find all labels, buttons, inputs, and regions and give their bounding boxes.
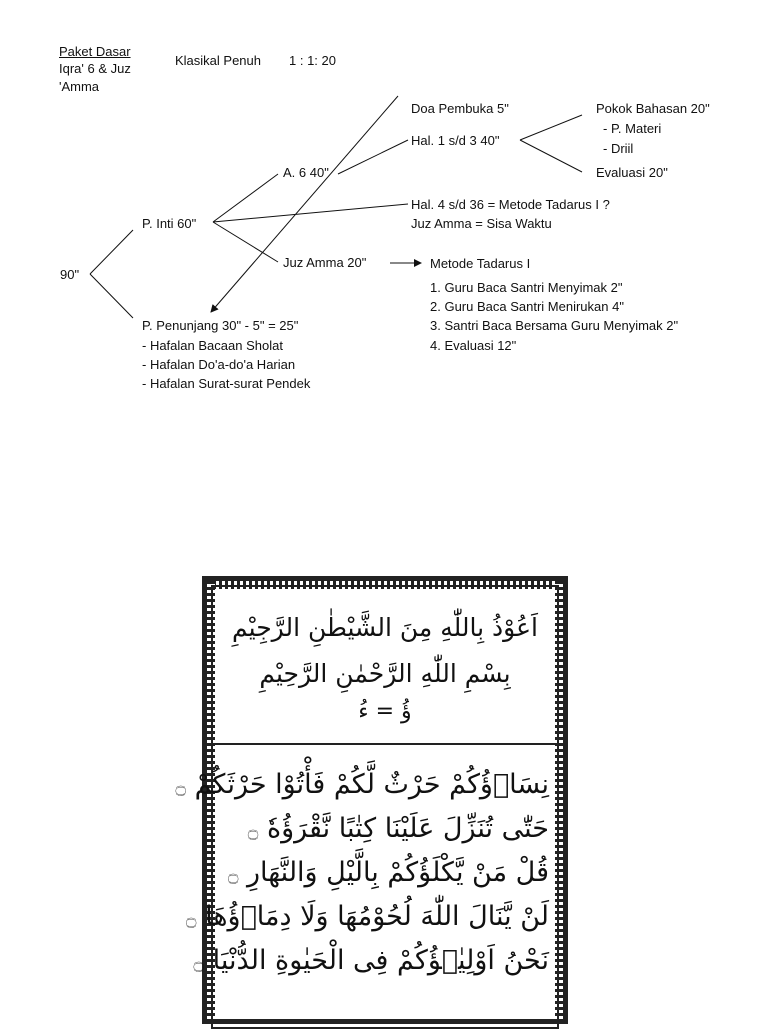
node-p-penunjang: P. Penunjang 30" - 5" = 25" <box>142 318 299 333</box>
hamzah-rule: ؤُ = ءُ <box>358 699 412 724</box>
penunjang-item: - Hafalan Do'a-do'a Harian <box>142 357 296 372</box>
metode-step: 4. Evaluasi 12" <box>430 338 517 353</box>
branch-line-a <box>213 174 278 222</box>
node-doa-pembuka: Doa Pembuka 5" <box>411 101 509 116</box>
package-subtitle-line2: 'Amma <box>59 79 100 94</box>
verse-line: قُلْ مَنْ يَّكْلَؤُكُمْ بِالَّيْلِ وَالنَّهَارِ ۝ <box>227 857 549 888</box>
branch-line-juz-amma <box>213 222 278 262</box>
verse-line: حَتّٰى تُنَزِّلَ عَلَيْنَا كِتٰبًا نَّقْرَؤُهٗ ۝ <box>247 813 549 844</box>
node-p-materi: - P. Materi <box>603 121 662 136</box>
section-divider <box>215 743 555 745</box>
class-type: Klasikal Penuh <box>175 53 261 68</box>
verse-end-icon: ۝ <box>193 953 205 974</box>
root-duration: 90" <box>60 267 80 282</box>
penunjang-item: - Hafalan Bacaan Sholat <box>142 338 283 353</box>
node-juz-amma: Juz Amma 20" <box>283 255 367 270</box>
verse-line: نِسَاۤؤُكُمْ حَرْثٌ لَّكُمْ فَأْتُوْا حَرْثَكُمْ ۝ <box>175 769 549 800</box>
iqra-page <box>175 576 568 1024</box>
package-subtitle-line1: Iqra' 6 & Juz <box>59 61 131 76</box>
metode-title: Metode Tadarus I <box>430 256 531 271</box>
ta-awwudz-text: اَعُوْذُ بِاللّٰهِ مِنَ الشَّيْطٰنِ الرَّجِيْمِ <box>232 613 538 642</box>
verse-line: لَنْ يَّنَالَ اللّٰهَ لُحُوْمُهَا وَلَا دِمَاۤؤُهَا ۝ <box>185 901 549 932</box>
branch-line-hal1 <box>338 140 408 174</box>
branch-line-penunjang <box>90 274 133 318</box>
branch-line-evaluasi <box>520 140 582 172</box>
penunjang-item: - Hafalan Surat-surat Pendek <box>142 376 311 391</box>
metode-step: 1. Guru Baca Santri Menyimak 2" <box>430 280 623 295</box>
basmalah-text: بِسْمِ اللّٰهِ الرَّحْمٰنِ الرَّحِيْمِ <box>259 659 511 688</box>
node-pokok-bahasan: Pokok Bahasan 20" <box>596 101 710 116</box>
node-hal-1-3: Hal. 1 s/d 3 40" <box>411 133 500 148</box>
node-p-inti: P. Inti 60" <box>142 216 197 231</box>
node-a: A. 6 40" <box>283 165 329 180</box>
arrow-doa-to-penunjang <box>211 96 398 312</box>
branch-line-hal4 <box>213 204 408 222</box>
node-driil: - Driil <box>603 141 634 156</box>
metode-step: 3. Santri Baca Bersama Guru Menyimak 2" <box>430 318 679 333</box>
lesson-flow-diagram <box>0 0 768 420</box>
verse-end-icon: ۝ <box>175 777 186 798</box>
class-ratio: 1 : 1: 20 <box>289 53 336 68</box>
package-title: Paket Dasar <box>59 44 131 59</box>
verse-line: نَحْنُ اَوْلِيٰۤؤُكُمْ فِى الْحَيٰوةِ الدُّنْيَا ۝ <box>193 945 549 976</box>
verse-end-icon: ۝ <box>247 821 259 842</box>
branch-line-pokok <box>520 115 582 140</box>
node-evaluasi: Evaluasi 20" <box>596 165 668 180</box>
verse-end-icon: ۝ <box>185 909 197 930</box>
metode-step: 2. Guru Baca Santri Menirukan 4" <box>430 299 624 314</box>
branch-line-inti <box>90 230 133 274</box>
verse-end-icon: ۝ <box>227 865 239 886</box>
node-juz-amma-sisa: Juz Amma = Sisa Waktu <box>411 216 552 231</box>
node-hal-4-36: Hal. 4 s/d 36 = Metode Tadarus I ? <box>411 197 610 212</box>
